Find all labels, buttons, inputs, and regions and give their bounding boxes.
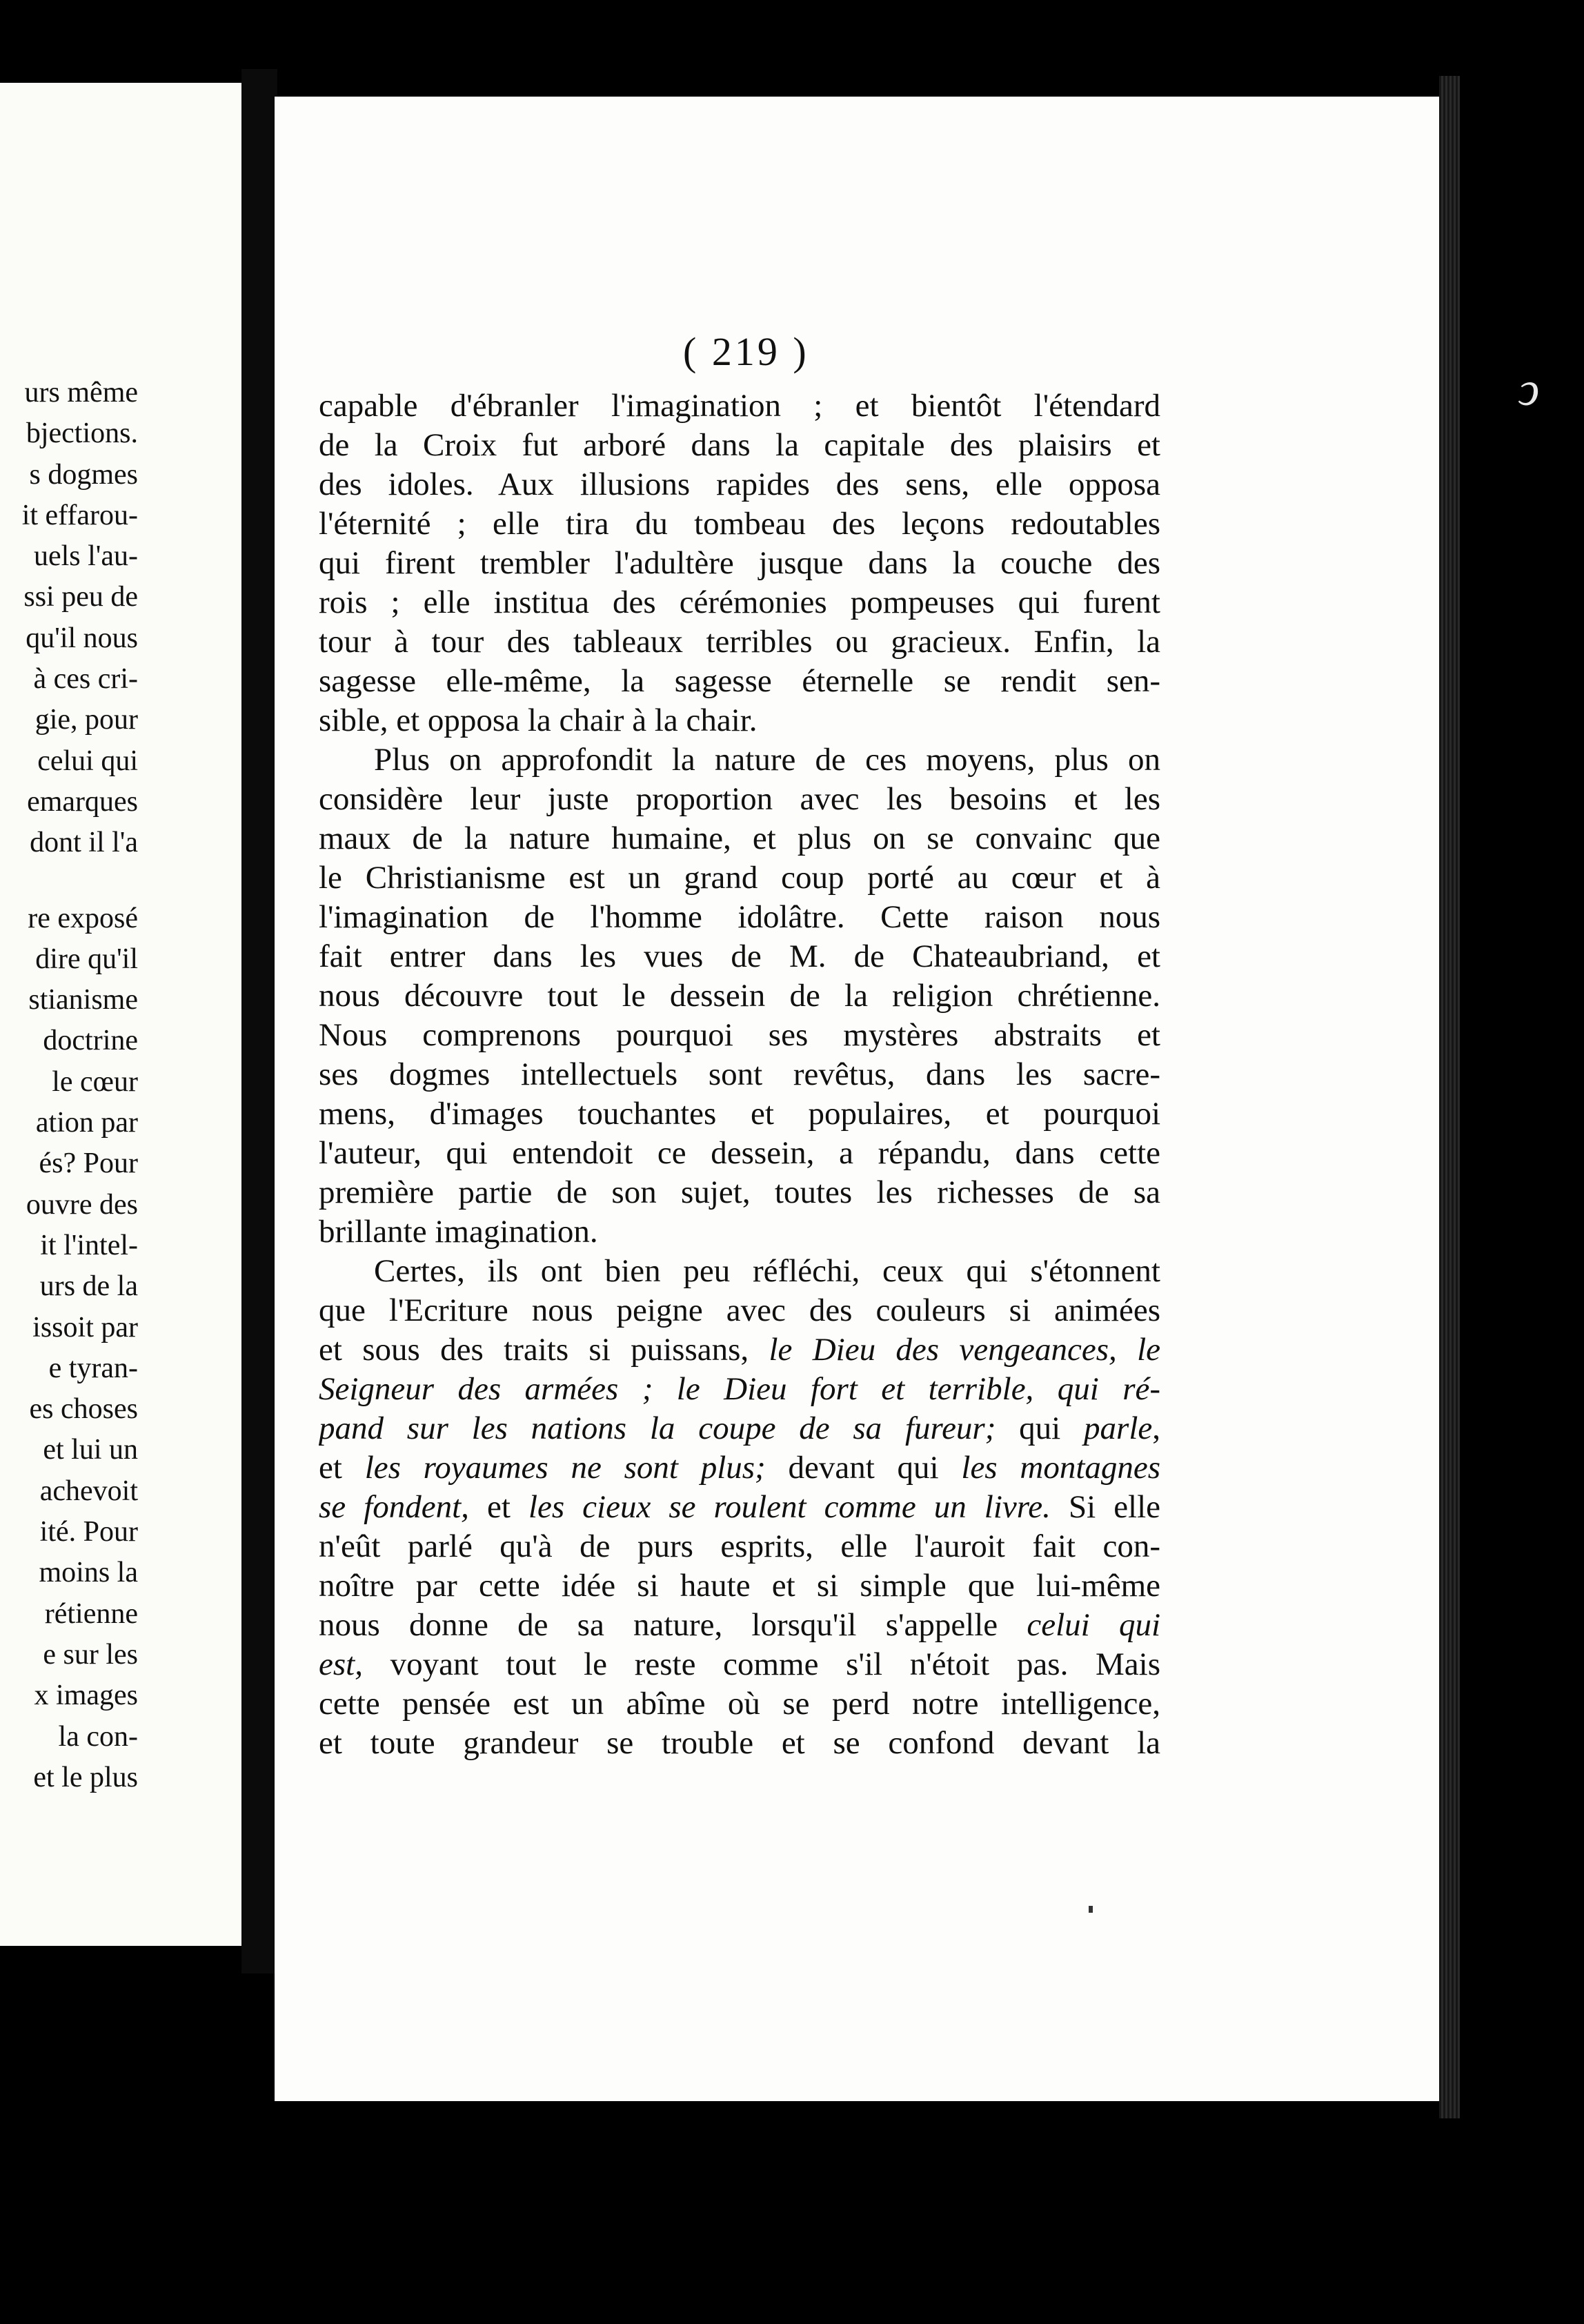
text-run: qui (1019, 1410, 1061, 1446)
text-line: fait entrer dans les vues de M. de Chateaubriand, et (319, 938, 1160, 974)
left-line: moins la (39, 1557, 138, 1589)
text-run: et (486, 1489, 511, 1525)
left-line: rétienne (44, 1597, 138, 1630)
text-line-mixed (319, 1645, 1160, 1684)
text-line: rois ; elle institua des cérémonies pompeuses qui furent (319, 584, 1160, 620)
text-line: considère leur juste proportion avec les besoins et les (319, 781, 1160, 817)
text-line: noître par cette idée si haute et si simple que lui-même (319, 1568, 1160, 1604)
text-line-mixed (319, 1488, 1160, 1527)
left-line: s dogmes (29, 458, 138, 491)
text-line: l'imagination de l'homme idolâtre. Cette raison nous (319, 899, 1160, 935)
left-line: it effarou- (21, 499, 138, 531)
left-line: ité. Pour (39, 1516, 138, 1548)
left-line: et lui un (43, 1434, 138, 1466)
left-line: emarques (27, 785, 138, 818)
text-line: de la Croix fut arboré dans la capitale des plaisirs et (319, 427, 1160, 463)
left-line-gap (0, 864, 138, 898)
text-line: l'auteur, qui entendoit ce dessein, a répandu, dans cette (319, 1135, 1160, 1171)
text-line: sagesse elle-même, la sagesse éternelle se rendit sen- (319, 663, 1160, 699)
left-facing-page (0, 83, 241, 1946)
left-line: it l'intel- (40, 1229, 138, 1261)
left-line: qu'il nous (26, 622, 138, 654)
left-line: re exposé (28, 902, 138, 934)
main-page-text (319, 386, 1160, 1763)
text-run: voyant tout le reste comme s'il n'étoit pas. Mais (390, 1646, 1160, 1682)
left-line: le cœur (52, 1065, 138, 1098)
left-line: doctrine (43, 1025, 138, 1057)
text-line: maux de la nature humaine, et plus on se convainc que (319, 820, 1160, 856)
page-edge (1439, 76, 1460, 2118)
text-line: tour à tour des tableaux terribles ou gracieux. Enfin, la (319, 624, 1160, 660)
italic-run: les royaumes ne sont plus; (364, 1450, 766, 1486)
text-line: ses dogmes intellectuels sont revêtus, dans les sacre- (319, 1056, 1160, 1092)
text-run: et (319, 1450, 342, 1486)
left-line: urs même (24, 377, 138, 408)
italic-run: le Dieu des vengeances, le (769, 1332, 1160, 1368)
text-line: Plus on approfondit la nature de ces moyens, plus on (374, 742, 1160, 778)
left-line: stianisme (28, 984, 138, 1016)
italic-run: les cieux se roulent comme un livre. (528, 1489, 1051, 1525)
text-line-mixed: pand sur les nations la coupe de sa fureur; qui parle, (319, 1410, 1160, 1446)
left-line: es choses (29, 1393, 138, 1426)
left-line: és? Pour (39, 1148, 138, 1180)
text-line: nous découvre tout le dessein de la religion chrétienne. (319, 978, 1160, 1014)
left-line: ssi peu de (23, 581, 138, 613)
ink-speck (1089, 1906, 1093, 1913)
italic-run: parle (1084, 1410, 1153, 1446)
text-run: Si elle (1068, 1489, 1160, 1525)
book-gutter (241, 69, 277, 1973)
left-line: urs de la (39, 1270, 138, 1303)
text-run: devant qui (788, 1450, 939, 1486)
italic-run: se fondent, (319, 1489, 469, 1525)
text-line: Nous comprenons pourquoi ses mystères abstraits et (319, 1017, 1160, 1053)
left-page-text (0, 373, 138, 1798)
italic-run: Seigneur des armées ; le Dieu fort et terrible, qui ré- (319, 1371, 1160, 1407)
text-line: qui firent trembler l'adultère jusque dans la couche des (319, 545, 1160, 581)
left-line: e tyran- (48, 1352, 138, 1384)
left-line: gie, pour (34, 704, 138, 736)
text-line: que l'Ecriture nous peigne avec des couleurs si animées (319, 1292, 1160, 1328)
text-line-mixed (319, 1330, 1160, 1370)
page-number: ( 219 ) (683, 329, 809, 374)
text-line: capable d'ébranler l'imagination ; et bientôt l'étendard (319, 388, 1160, 424)
left-line: la con- (58, 1720, 138, 1753)
text-line: Certes, ils ont bien peu réfléchi, ceux qui s'étonnent (374, 1253, 1160, 1289)
text-line: première partie de son sujet, toutes les richesses de sa (319, 1174, 1160, 1210)
left-line: dont il l'a (30, 827, 138, 859)
text-run: nous donne de sa nature, lorsqu'il s'appelle (319, 1607, 998, 1643)
text-line: n'eût parlé qu'à de purs esprits, elle l'auroit fait con- (319, 1528, 1160, 1564)
italic-run: celui qui (1027, 1607, 1160, 1643)
left-line: uels l'au- (33, 540, 138, 573)
text-run: et sous des traits si puissans, (319, 1332, 749, 1368)
text-line-mixed (319, 1448, 1160, 1488)
text-line: brillante imagination. (319, 1214, 598, 1250)
text-line: cette pensée est un abîme où se perd notre intelligence, (319, 1686, 1160, 1722)
left-line: à ces cri- (33, 663, 138, 696)
left-line: e sur les (43, 1638, 138, 1671)
text-line-mixed (319, 1606, 1160, 1645)
italic-run: est, (319, 1646, 363, 1682)
left-line: achevoit (39, 1475, 138, 1507)
text-line: sible, et opposa la chair à la chair. (319, 702, 758, 738)
italic-run: les montagnes (961, 1450, 1160, 1486)
left-line: dire qu'il (35, 943, 138, 975)
text-line: et toute grandeur se trouble et se confond devant la (319, 1725, 1160, 1761)
left-line: issoit par (32, 1311, 138, 1343)
text-line: des idoles. Aux illusions rapides des sens, elle opposa (319, 466, 1160, 502)
text-line: le Christianisme est un grand coup porté au cœur et à (319, 860, 1160, 896)
left-line: x images (34, 1680, 138, 1712)
text-line: l'éternité ; elle tira du tombeau des leçons redoutables (319, 506, 1160, 542)
text-line: mens, d'images touchantes et populaires, et pourquoi (319, 1096, 1160, 1132)
left-line: et le plus (33, 1761, 138, 1793)
margin-mark: ↄ (1518, 363, 1540, 416)
left-line: ation par (35, 1107, 138, 1139)
left-line: bjections. (26, 417, 138, 450)
left-line: ouvre des (26, 1188, 138, 1221)
italic-run: pand sur les nations la coupe de sa fureur; (319, 1410, 996, 1446)
text-line-italic (319, 1370, 1160, 1409)
left-line: celui qui (37, 745, 138, 777)
